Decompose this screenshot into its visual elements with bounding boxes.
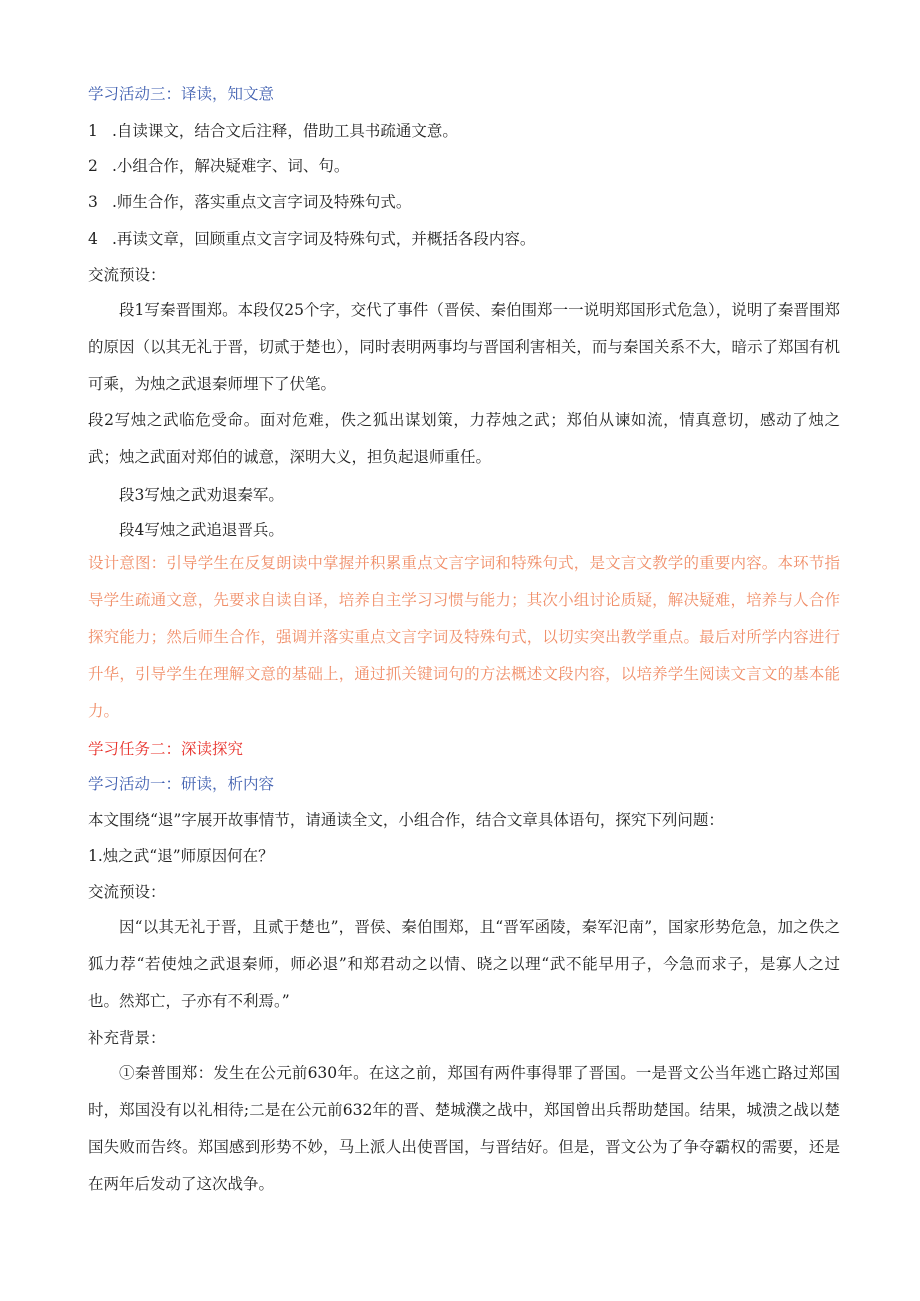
- answer-1: 因“以其无礼于晋，且贰于楚也”，晋侯、秦伯围郑，且“晋军函陵，秦军氾南”，国家形势危急，加之佚之狐力荐“若使烛之武退秦师，师必退”和郑君动之以情、晓之以理“武不能早用子，今急而求子，是寡人之过也。然郑亡，子亦有不利焉。”: [88, 918, 840, 1010]
- activity3-title: 学习活动三：译读，知文意: [88, 85, 275, 103]
- task2-title: 学习任务二：深读探究: [88, 740, 244, 758]
- question-1: 1.烛之武“退”师原因何在？: [88, 847, 274, 865]
- step-number: 2: [88, 157, 98, 175]
- paragraph-4-summary: 段4写烛之武追退晋兵。: [119, 521, 284, 539]
- step-number: 3: [88, 193, 98, 211]
- task2-intro: 本文围绕“退”字展开故事情节，请通读全文，小组合作，结合文章具体语句，探究下列问题：: [88, 811, 724, 829]
- paragraph-3-summary: 段3写烛之武劝退秦军。: [119, 486, 284, 504]
- paragraph-1-summary: 段1写秦晋围郑。本段仅25个字，交代了事件（晋侯、秦伯围郑一一说明郑国形式危急），说明了秦晋围郑的原因（以其无礼于晋，切贰于楚也），同时表明两事均与晋国利害相关，而与秦国关系不大，暗示了郑国有机可乘，为烛之武退秦师埋下了伏笔。: [88, 301, 840, 393]
- step-2: [88, 156, 349, 176]
- step-number: 4: [88, 230, 98, 248]
- background-1: ①秦普围郑：发生在公元前630年。在这之前，郑国有两件事得罪了晋国。一是晋文公当年逃亡路过郑国时，郑国没有以礼相待;二是在公元前632年的晋、楚城濮之战中，郑国曾出兵帮助楚国。结果，城溃之战以楚国失败而告终。郑国感到形势不妙，马上派人出使晋国，与晋结好。但是，晋文公为了争夺霸权的需要，还是在两年后发动了这次战争。: [88, 1064, 840, 1193]
- task2-activity1-title: 学习活动一：研读，析内容: [88, 775, 275, 793]
- preset-label-2: 交流预设：: [88, 883, 166, 901]
- step-text: .自读课文，结合文后注释，借助工具书疏通文意。: [112, 122, 458, 140]
- step-text: .师生合作，落实重点文言字词及特殊句式。: [112, 193, 412, 211]
- step-number: 1: [88, 122, 98, 140]
- step-3: [88, 192, 411, 212]
- step-1: [88, 121, 458, 141]
- design-intent: 设计意图：引导学生在反复朗读中掌握并积累重点文言字词和特殊句式，是文言文教学的重要内容。本环节指导学生疏通文意，先要求自读自译，培养自主学习习惯与能力；其次小组讨论质疑，解决疑难，培养与人合作探究能力；然后师生合作，强调并落实重点文言字词及特殊句式，以切实突出教学重点。最后对所学内容进行升华，引导学生在理解文意的基础上，通过抓关键词句的方法概述文段内容，以培养学生阅读文言文的基本能力。: [88, 554, 840, 720]
- paragraph-2-summary: 段2写烛之武临危受命。面对危难，佚之狐出谋划策，力荐烛之武；郑伯从谏如流，情真意切，感动了烛之武；烛之武面对郑伯的诚意，深明大义，担负起退师重任。: [88, 411, 840, 466]
- step-4: [88, 229, 535, 249]
- preset-label: 交流预设：: [88, 266, 166, 284]
- step-text: .再读文章，回顾重点文言字词及特殊句式，并概括各段内容。: [112, 230, 536, 248]
- step-text: .小组合作，解决疑难字、词、句。: [112, 157, 350, 175]
- background-label: 补充背景：: [88, 1029, 166, 1047]
